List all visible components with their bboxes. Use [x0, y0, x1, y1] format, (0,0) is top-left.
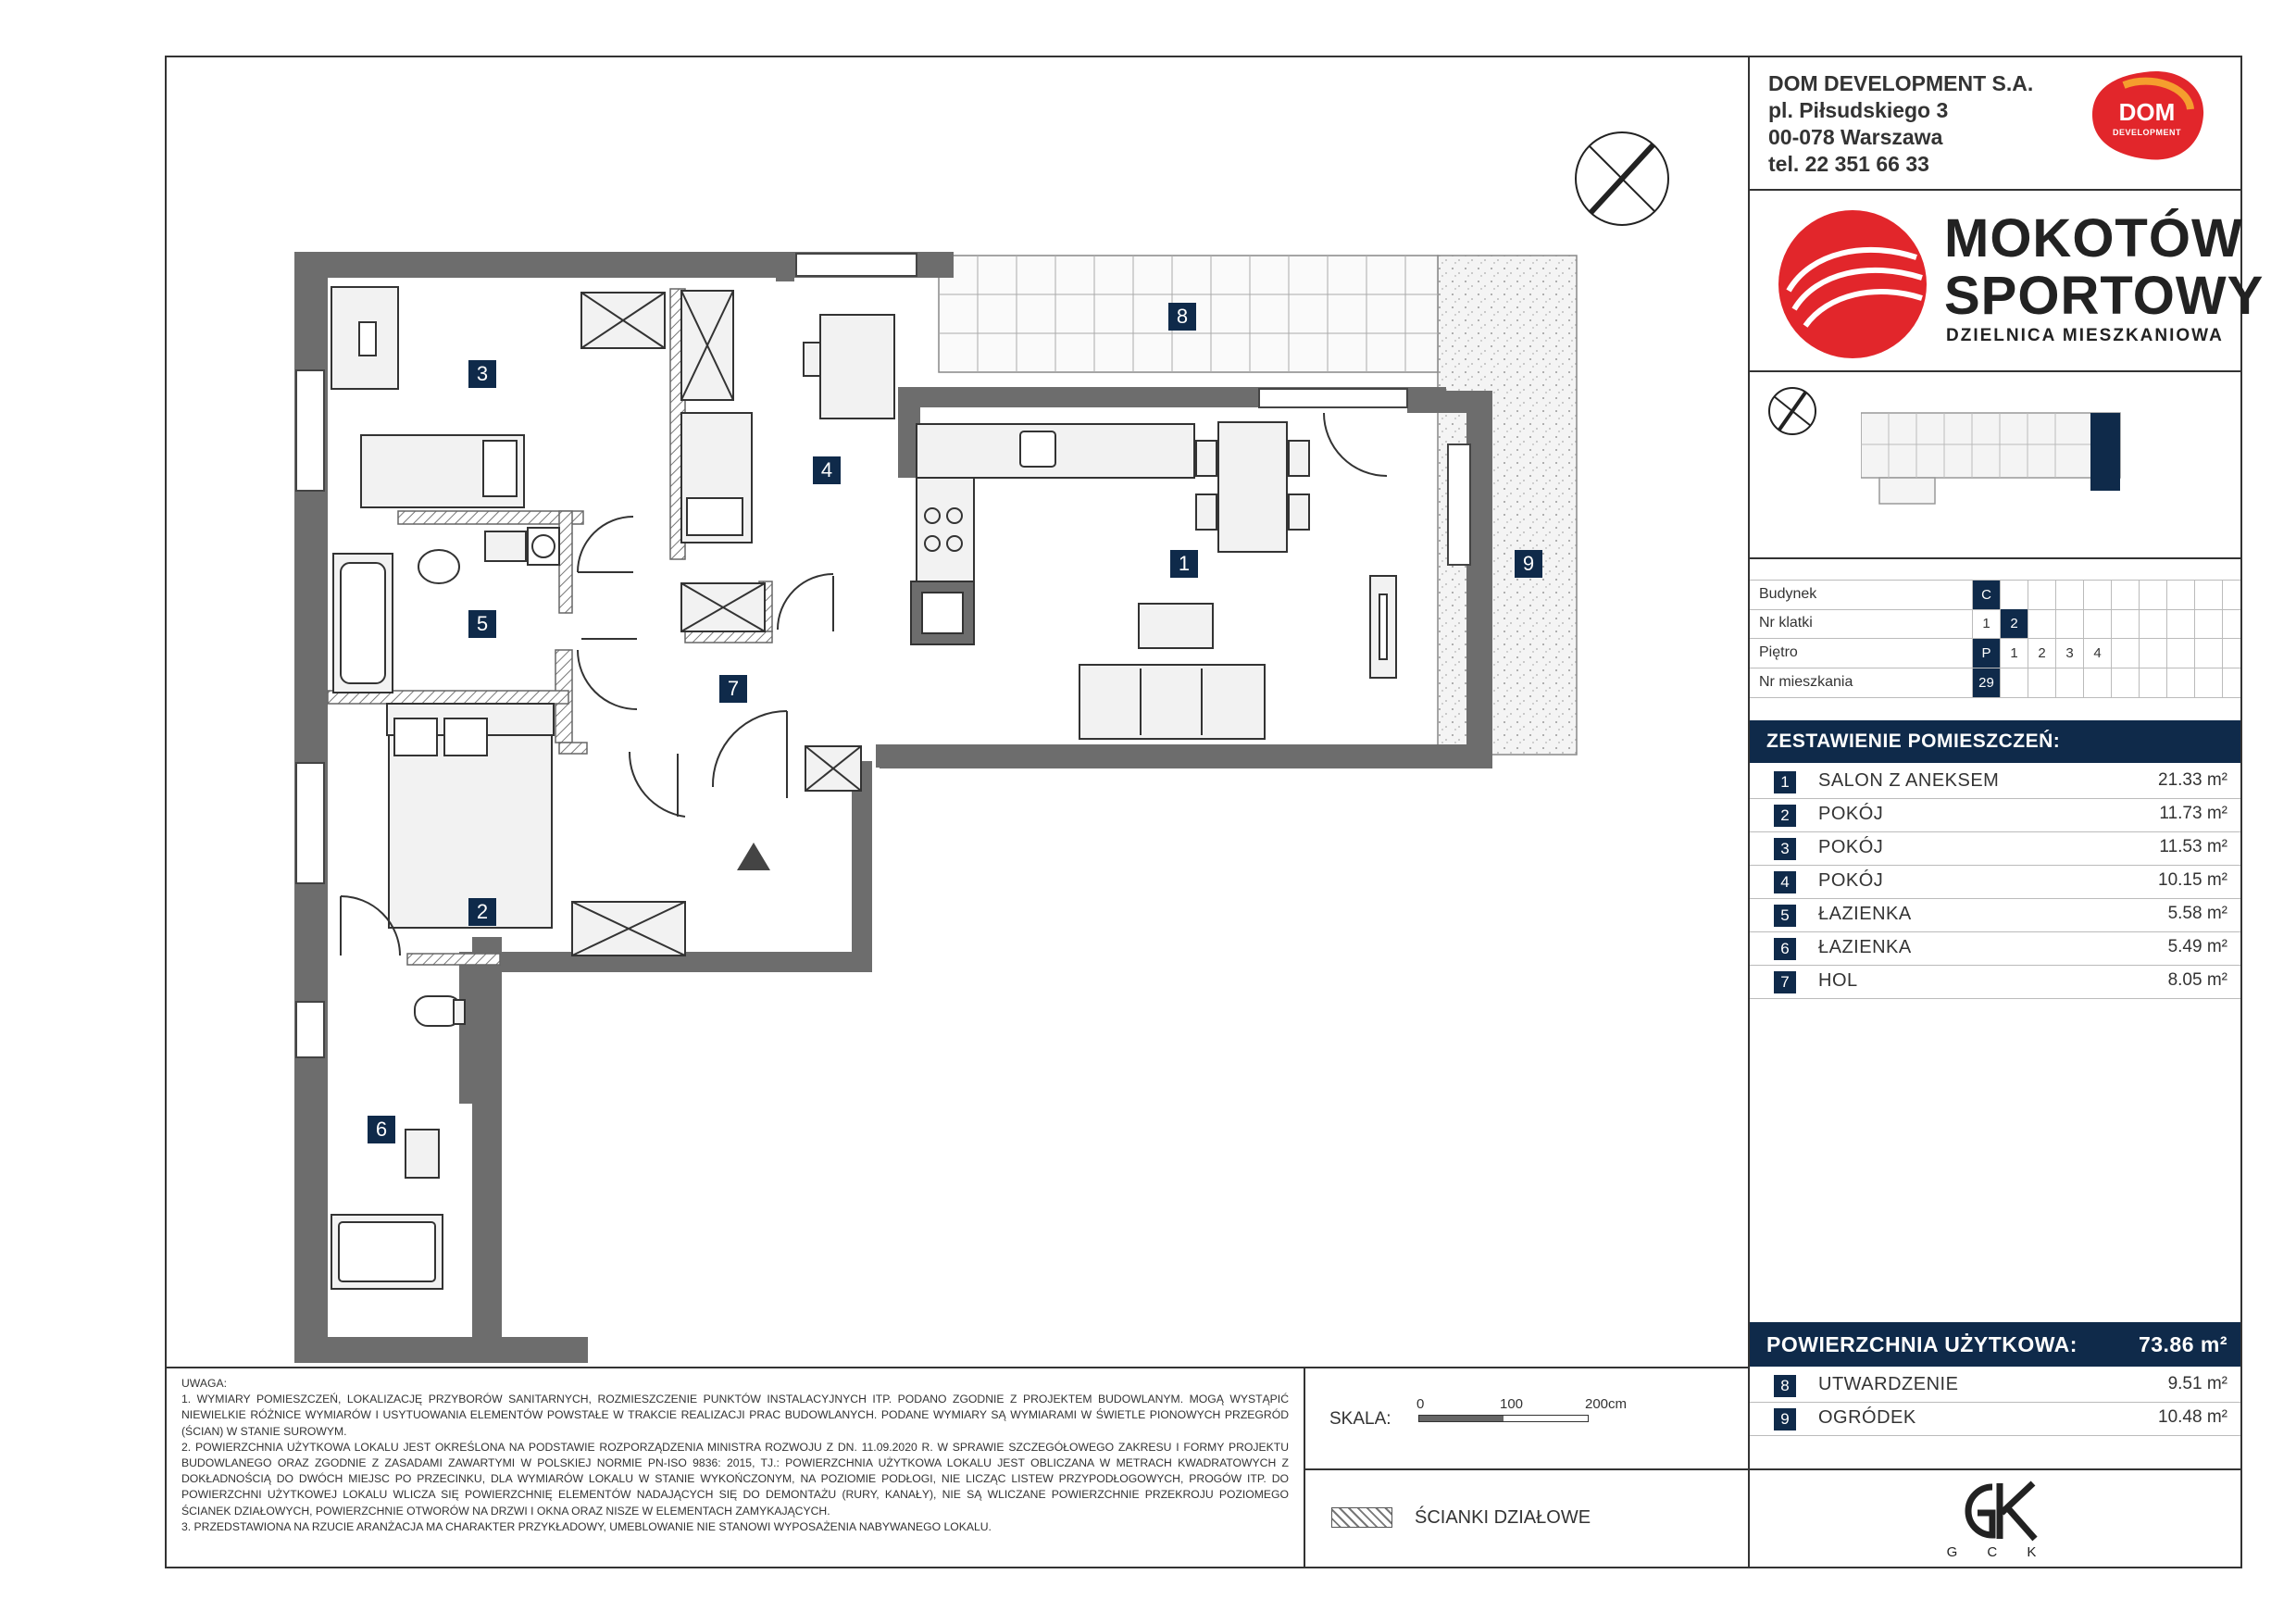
room-number: 6: [1774, 938, 1796, 960]
entrance-arrow-icon: [737, 843, 770, 870]
room-name: HOL: [1818, 970, 1858, 991]
room-area: 5.49 m²: [2167, 937, 2227, 956]
extra-number: 8: [1774, 1375, 1796, 1397]
extra-number: 9: [1774, 1408, 1796, 1430]
north-compass-icon: [1576, 132, 1668, 225]
plan-label-5: 5: [468, 610, 496, 638]
dom-development-logo: [2087, 67, 2207, 165]
notes-block: [181, 1376, 1289, 1535]
panel-divider-2: [1750, 370, 2242, 372]
company-address: [1768, 70, 2033, 178]
key-plan-compass-icon: [1766, 385, 1818, 442]
partition-legend-label: ŚCIANKI DZIAŁOWE: [1415, 1507, 1591, 1528]
room-area: 5.58 m²: [2167, 904, 2227, 923]
floor-plan: [167, 57, 1746, 1372]
room-number: 5: [1774, 905, 1796, 927]
scale-label: SKALA:: [1329, 1409, 1391, 1429]
panel-divider-4: [1750, 1468, 2242, 1470]
info-panel: [1748, 56, 2265, 1568]
panel-divider-3: [1750, 557, 2242, 559]
extra-row-9: [1750, 1402, 2240, 1436]
building-label: Budynek: [1759, 586, 1817, 602]
room-name: ŁAZIENKA: [1818, 904, 1912, 924]
room-name: ŁAZIENKA: [1818, 937, 1912, 957]
project-logo-icon: [1774, 206, 1931, 368]
floor-row: [1750, 639, 2240, 668]
room-number: 3: [1774, 838, 1796, 860]
room-number: 4: [1774, 871, 1796, 893]
notes-vertical-divider: [1304, 1367, 1305, 1567]
gck-logo-icon: [1952, 1478, 2044, 1549]
apartment-label: Nr mieszkania: [1759, 674, 1853, 690]
note-3: 3. PRZEDSTAWIONA NA RZUCIE ARANŻACJA MA CHARAKTER PRZYKŁADOWY, UMEBLOWANIE NIE STANOWI WYPOSAŻENIA NABYWANEGO LOKALU.: [181, 1519, 992, 1533]
extra-name: OGRÓDEK: [1818, 1407, 1916, 1428]
partition-legend-swatch: [1331, 1507, 1392, 1528]
dom-logo-subtext: DEVELOPMENT: [2112, 128, 2181, 137]
room-row-3: [1750, 831, 2240, 866]
floor-4: 4: [2083, 639, 2111, 668]
notes-title: UWAGA:: [181, 1377, 227, 1390]
company-city: 00-078 Warszawa: [1768, 125, 1943, 149]
project-subtitle: DZIELNICA MIESZKANIOWA: [1946, 326, 2224, 345]
bottom-divider: [165, 1367, 1750, 1368]
stair-1: 1: [1972, 609, 2000, 638]
room-area: 21.33 m²: [2158, 770, 2227, 790]
company-name: DOM DEVELOPMENT S.A.: [1768, 71, 2034, 95]
extra-area: 9.51 m²: [2167, 1374, 2227, 1393]
apartment-row: [1750, 668, 2240, 698]
panel-divider-1: [1750, 189, 2242, 191]
plan-label-7: 7: [719, 675, 747, 703]
rooms-header: ZESTAWIENIE POMIESZCZEŃ:: [1766, 731, 2061, 752]
room-row-6: [1750, 931, 2240, 966]
scale-tick-100: 100: [1500, 1396, 1524, 1412]
project-name-line2: SPORTOWY: [1944, 266, 2265, 326]
floor-p: P: [1972, 639, 2000, 668]
apartment-value: 29: [1972, 668, 2000, 697]
room-area: 11.53 m²: [2159, 837, 2227, 856]
stair-row: [1750, 609, 2240, 639]
plan-label-4: 4: [813, 456, 841, 484]
dom-logo-text: DOM: [2118, 98, 2176, 126]
usable-area-value: 73.86 m²: [2138, 1332, 2227, 1356]
usable-area-bar: [1750, 1322, 2240, 1367]
key-plan-building-diagram: [1861, 407, 2139, 514]
rooms-header-bar: [1750, 720, 2240, 763]
plan-label-9: 9: [1515, 550, 1542, 578]
room-number: 7: [1774, 971, 1796, 993]
room-area: 10.15 m²: [2158, 870, 2227, 890]
company-phone: tel. 22 351 66 33: [1768, 152, 1929, 176]
extra-row-8: [1750, 1368, 2240, 1403]
project-name-line1: MOKOTÓW: [1944, 208, 2243, 269]
scale-tick-0: 0: [1416, 1396, 1425, 1412]
usable-area-label: POWIERZCHNIA UŻYTKOWA:: [1766, 1332, 2078, 1356]
note-1: 1. WYMIARY POMIESZCZEŃ, LOKALIZACJĘ PRZYBORÓW SANITARNYCH, ROZMIESZCZENIE PUNKTÓW INSTALACYJNYCH ITP. PODANO ZGODNIE Z PROJEKTEM BUDOWLANYM. MOGĄ WYSTĄPIĆ NIEWIELKIE RÓŻNICE WYMIARÓW I USYTUOWANIA ELEMENTÓW POWSTAŁE W TRAKCIE REALIZACJI PRAC BUDOWLANYCH. PODANE WYMIARY SĄ WYMIARAMI W ŚWIETLE PIONOWYCH PRZEGRÓD (ŚCIAN) W STANIE SUROWYM.: [181, 1393, 1289, 1438]
scale-tick-200: 200cm: [1585, 1396, 1628, 1412]
room-name: POKÓJ: [1818, 804, 1884, 824]
room-row-2: [1750, 798, 2240, 832]
company-street: pl. Piłsudskiego 3: [1768, 98, 1949, 122]
plan-label-6: 6: [368, 1116, 395, 1143]
plan-label-3: 3: [468, 360, 496, 388]
floor-label: Piętro: [1759, 644, 1798, 660]
room-row-4: [1750, 865, 2240, 899]
note-2: 2. POWIERZCHNIA UŻYTKOWA LOKALU JEST OKREŚLONA NA PODSTAWIE ROZPORZĄDZENIA MINISTRA ROZWOJU Z DN. 11.09.2020 R. W SPRAWIE SZCZEGÓŁOWEGO ZAKRESU I FORMY PROJEKTU BUDOWLANEGO ORAZ ZGODNIE Z ZASADAMI ZAWARTYMI W POLSKIEJ NORMIE PN-ISO 9836: 2015, TJ.: POWIERZCHNIA UŻYTKOWA LOKALU JEST OBLICZANA W METRACH KWADRATOWYCH Z DOKŁADNOŚCIĄ DO DWÓCH MIEJSC PO PRZECINKU, DLA WYMIARÓW LOKALU W STANIE WYKOŃCZONYM, NA POZIOMIE PODŁOGI, NIE LICZĄC LISTEW PRZYPODŁOGOWYCH, PROGÓW ITP. DO POWIERZCHNI UŻYTKOWEJ LOKALU WLICZA SIĘ POWIERZCHNIĘ ELEMENTÓW NADAJĄCYCH SIĘ DO DEMONTAŻU (RURY, KANAŁY), NIE SĄ WLICZANE POWIERZCHNIE PRZEKROJU POZIOMEGO ŚCIANEK DZIAŁOWYCH, POWIERZCHNIE OTWORÓW NA DRZWI I OKNA ORAZ NISZE W ELEMENTACH ZAMYKAJĄCYCH.: [181, 1440, 1289, 1518]
floor-2: 2: [2028, 639, 2055, 668]
gck-logo-text: G C K: [1946, 1544, 2050, 1560]
room-area: 11.73 m²: [2159, 804, 2227, 823]
floor-3: 3: [2055, 639, 2083, 668]
scale-bar: [1418, 1415, 1589, 1422]
room-number: 1: [1774, 771, 1796, 793]
room-row-7: [1750, 965, 2240, 999]
extra-name: UTWARDZENIE: [1818, 1374, 1959, 1394]
room-number: 2: [1774, 805, 1796, 827]
room-row-1: [1750, 765, 2240, 799]
plan-label-8: 8: [1168, 303, 1196, 331]
room-name: POKÓJ: [1818, 870, 1884, 891]
building-row: [1750, 580, 2240, 610]
room-row-5: [1750, 898, 2240, 932]
plan-label-2: 2: [468, 898, 496, 926]
extra-area: 10.48 m²: [2158, 1407, 2227, 1427]
legend-divider: [1304, 1468, 1750, 1470]
floor-1: 1: [2000, 639, 2028, 668]
room-area: 8.05 m²: [2167, 970, 2227, 990]
plan-label-1: 1: [1170, 550, 1198, 578]
stair-label: Nr klatki: [1759, 615, 1813, 631]
building-value: C: [1972, 581, 2000, 609]
room-name: POKÓJ: [1818, 837, 1884, 857]
stair-2: 2: [2000, 609, 2028, 638]
room-name: SALON Z ANEKSEM: [1818, 770, 2000, 791]
